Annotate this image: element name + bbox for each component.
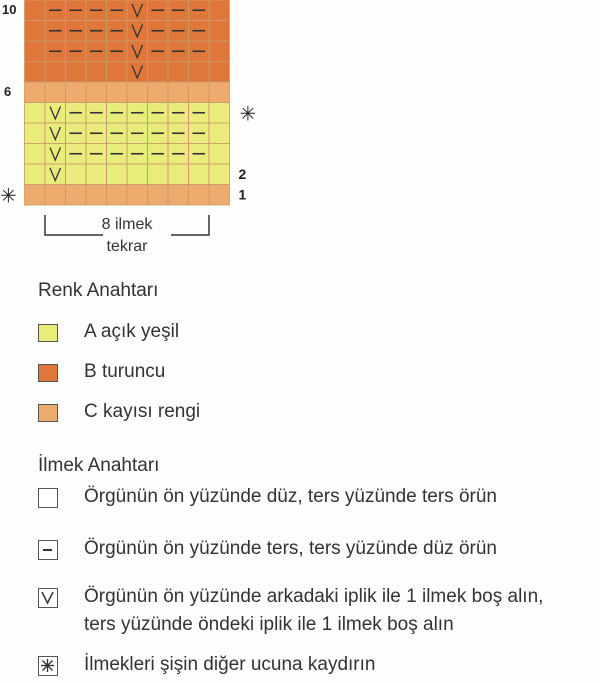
chart-row-1 xyxy=(25,185,230,206)
color-key-title: Renk Anahtarı xyxy=(38,280,159,301)
stitch-key-item-slide xyxy=(38,655,375,679)
color-key-item-c xyxy=(38,402,200,425)
blank-stitch-icon xyxy=(38,488,58,508)
stitch-key-label-knit: Örgünün ön yüzünde düz, ters yüzünde ters örün xyxy=(84,486,497,507)
color-swatch-c xyxy=(38,404,58,422)
chart-row-10 xyxy=(25,0,230,21)
color-key-item-a xyxy=(38,322,179,345)
stitch-key-item-purl xyxy=(38,539,497,563)
row-label-2: 2 xyxy=(238,166,247,182)
stitch-key-label-slip-line2: ters yüzünde öndeki iplik ile 1 ilmek boş alın xyxy=(84,614,454,635)
chart-row-4 xyxy=(25,123,230,144)
repeat-label-line2: tekrar xyxy=(106,238,148,255)
repeat-label-line1: 8 ilmek xyxy=(101,216,153,233)
chart-row-8 xyxy=(25,41,230,62)
repeat-bracket-right xyxy=(171,215,209,235)
chart-row-2 xyxy=(25,164,230,185)
chart-row-6 xyxy=(25,82,230,103)
repeat-bracket-left xyxy=(45,215,103,235)
color-key-label-c: C kayısı rengi xyxy=(84,401,201,422)
stitch-key-label-slip-line1: Örgünün ön yüzünde arkadaki iplik ile 1 ilmek boş alın, xyxy=(84,586,544,607)
asterisk-stitch-icon xyxy=(38,656,58,676)
chart-row-7 xyxy=(25,62,230,83)
stitch-key-item-slip xyxy=(38,587,543,639)
row-label-10: 10 xyxy=(2,2,17,17)
asterisk-left-icon: ✳ xyxy=(0,185,17,208)
stitch-key-label-purl: Örgünün ön yüzünde ters, ters yüzünde düz örün xyxy=(84,538,497,559)
chart-row-3 xyxy=(25,144,230,165)
color-key-item-b xyxy=(38,362,165,385)
knitting-chart xyxy=(0,0,600,265)
asterisk-right-icon: ✳ xyxy=(239,103,257,126)
stitch-key-label-slide: İlmekleri şişin diğer ucuna kaydırın xyxy=(84,654,376,675)
color-key-label-b: B turuncu xyxy=(84,361,166,382)
chart-row-9 xyxy=(25,21,230,42)
color-swatch-b xyxy=(38,364,58,382)
chart-grid xyxy=(0,0,600,265)
color-key-label-a: A açık yeşil xyxy=(84,321,180,342)
chart-row-5 xyxy=(25,103,230,124)
row-label-1: 1 xyxy=(238,186,247,203)
stitch-key-label-slip xyxy=(84,583,543,639)
row-label-6: 6 xyxy=(4,84,12,99)
stitch-key-item-knit xyxy=(38,487,497,511)
color-swatch-a xyxy=(38,324,58,342)
dash-stitch-icon xyxy=(38,540,58,560)
stitch-key-title: İlmek Anahtarı xyxy=(38,455,160,476)
slip-stitch-icon xyxy=(38,588,58,608)
